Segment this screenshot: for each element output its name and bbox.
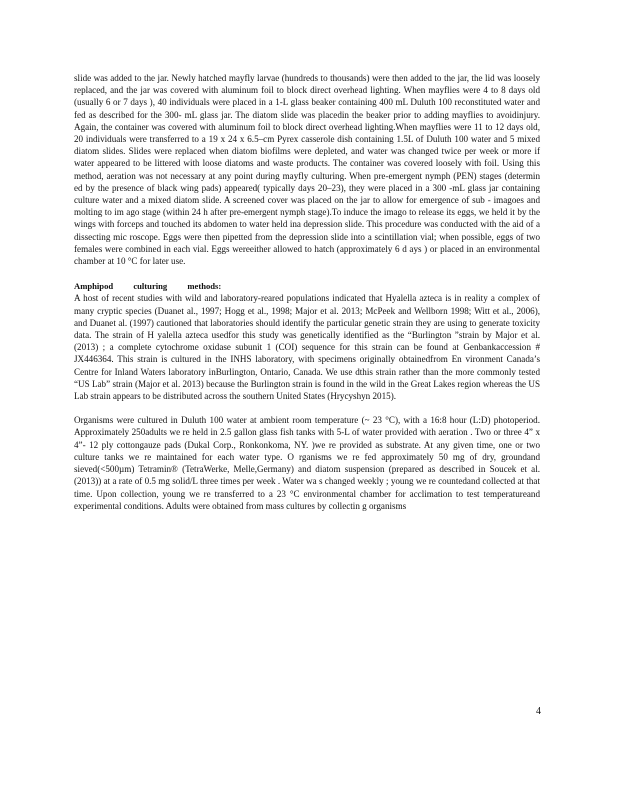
paragraph-organism-culture: Organisms were cultured in Duluth 100 water at ambient room temperature (~ 23 °C), with a 16:8 hour (L:D) photoperiod. Approximately 250adults we re held in 2.5 gallon glass fish tanks with 5-L of water provided with aeration . Two or three 4” x 4”- 12 ply cottongauze pads (Dukal Corp., Ronkonkoma, NY. )we re provided as substrate. At any given time, one or two culture tanks we re maintained for each water type. O rganisms we re fed approximately 50 mg of dry, groundand sieved(<500µm) Tetramin® (TetraWerke, Melle,Germany) and diatom suspension (prepared as described in Soucek et al. (2013)) at a rate of 0.5 mg solid/L three times per week . Water wa s changed weekly ; young we re countedand collected at that time. Upon collection, young we re transferred to a 23 °C environmental chamber for acclimation to test temperatureand experimental conditions. Adults were obtained from mass cultures by collectin g organisms [74, 415, 540, 511]
paragraph-mayfly-culturing: slide was added to the jar. Newly hatched mayfly larvae (hundreds to thousands) were then added to the jar, the lid was loosely replaced, and the jar was covered with aluminum foil to block direct overhead lighting. When mayflies were 4 to 8 days old (usually 6 or 7 days ), 40 individuals were placed in a 1-L glass beaker containing 400 mL Duluth 100 reconstituted water and fed as described for the 300- mL glass jar. The diatom slide was placedin the beaker prior to adding mayflies to avoidinjury. Again, the container was covered with aluminum foil to block direct overhead lighting.When mayflies were 11 to 12 days old, 20 individuals were transferred to a 19 x 24 x 6.5–cm Pyrex casserole dish containing 1.5L of Duluth 100 water and 5 mixed diatom slides. Slides were replaced when diatom biofilms were depleted, and water was changed twice per week or more if water appeared to be littered with loose diatoms and waste products. The container was covered loosely with foil. Using this method, aeration was not necessary at any point during mayfly culturing. When pre-emergent nymph (PEN) stages (determin ed by the presence of black wing pads) appeared( typically days 20–23), they were placed in a 300 -mL glass jar containing culture water and a mixed diatom slide. A screened cover was placed on the jar to allow for emergence of sub - imagoes and molting to im ago stage (within 24 h after pre-emergent nymph stage).To induce the imago to release its eggs, we held it by the wings with forceps and touched its abdomen to water held ina depression slide. This procedure was conducted with the aid of a dissecting mic roscope. Eggs were then pipetted from the depression slide into a scintillation vial; when possible, eggs of two females were combined in each vial. Eggs wereeither allowed to hatch (approximately 6 d ays ) or placed in an environmental chamber at 10 °C for later use. [74, 73, 540, 267]
document-body [74, 72, 540, 512]
paragraph-hyalella-strain: A host of recent studies with wild and laboratory-reared populations indicated that Hyalella azteca is in reality a complex of many cryptic species (Duanet al., 1997; Hogg et al., 1998; Major et al. 2013; McPeek and Wellborn 1998; Witt et al., 2006), and Duanet al. (1997) cautioned that laboratories should identify the particular genetic strain they are using to generate toxicity data. The strain of H yalella azteca usedfor this study was genetically identified as the “Burlington ”strain by Major et al. (2013) ; a complete cytochrome oxidase subunit 1 (COI) sequence for this strain can be found at Genbankaccession # JX446364. This strain is cultured in the INHS laboratory, with specimens originally obtainedfrom En vironment Canada’s Centre for Inland Waters laboratory inBurlington, Ontario, Canada. We use dthis strain rather than the more commonly tested “US Lab” strain (Major et al. 2013) because the Burlington strain is found in the wild in the Great Lakes region whereas the US Lab strain appears to be distributed across the southern United States (Hrycyshyn 2015). [74, 293, 540, 402]
section-heading-amphipod: Amphipod culturing methods: [74, 281, 222, 292]
page-number: 4 [536, 706, 541, 717]
